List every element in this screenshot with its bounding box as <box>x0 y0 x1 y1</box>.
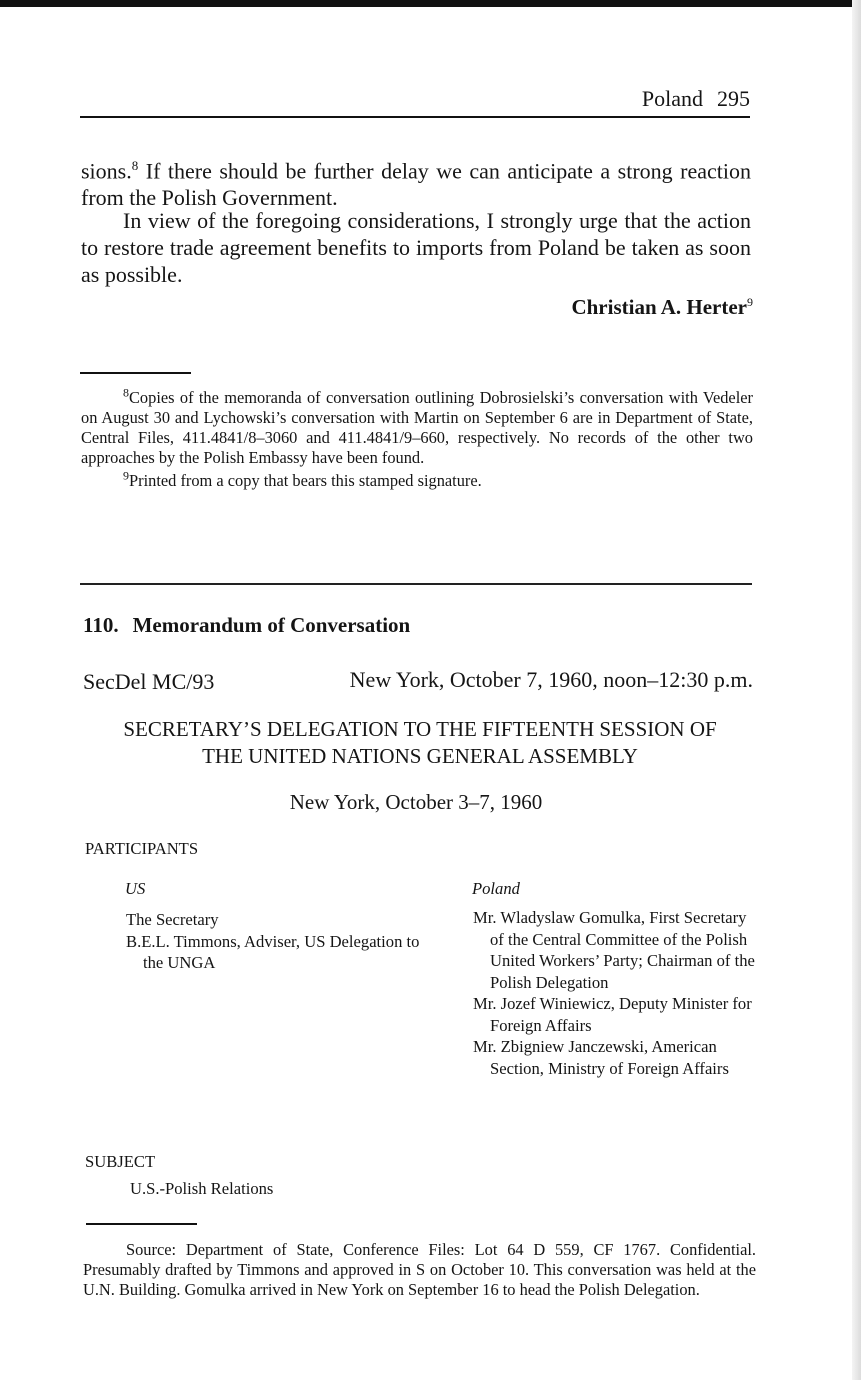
footnote-ref-8: 8 <box>131 158 139 173</box>
participant-entry: The Secretary <box>126 910 219 929</box>
page-number: 295 <box>717 86 750 111</box>
participant-entry: Mr. Zbigniew Janczewski, American Section, Ministry of Foreign Affairs <box>473 1037 729 1078</box>
poland-participants <box>473 907 763 1079</box>
document-number: 110. <box>83 613 119 637</box>
footnote-8-mark: 8 <box>123 385 129 400</box>
para1-start: sions. <box>81 158 132 184</box>
footnote-8-text: Copies of the memoranda of conversation outlining Dobrosielski’s conversation with Vedeler on August 30 and Lychowski’s conversation with Martin on September 6 are in Department of State, Central Files, 411.4841/8–3060 and 411.4841/9–660, respectively. No records of the other two approaches by the Polish Embassy have been found. <box>81 388 753 467</box>
running-head <box>80 86 750 112</box>
footnote-9 <box>123 468 753 491</box>
signature-name: Christian A. Herter <box>571 295 747 319</box>
subject-text: U.S.-Polish Relations <box>130 1179 274 1198</box>
source-rule <box>86 1223 197 1225</box>
participant-entry: Mr. Wladyslaw Gomulka, First Secretary of the Central Committee of the Polish United Workers’ Party; Chairman of the Polish Delegation <box>473 908 755 992</box>
participant-entry: B.E.L. Timmons, Adviser, US Delegation to the UNGA <box>126 931 420 972</box>
source-note: Source: Department of State, Conference Files: Lot 64 D 559, CF 1767. Confidential. Presumably drafted by Timmons and approved in S on October 10. This conversation was held at the U.N. Building. Gomulka arrived in New York on September 16 to head the Polish Delegation. <box>83 1240 756 1299</box>
subject-label: SUBJECT <box>85 1152 156 1171</box>
session-dates: New York, October 3–7, 1960 <box>289 790 543 814</box>
para1-rest: If there should be further delay we can anticipate a strong reaction from the Polish Government. <box>81 158 751 211</box>
participant-entry: Mr. Jozef Winiewicz, Deputy Minister for Foreign Affairs <box>473 994 752 1035</box>
dateline: New York, October 7, 1960, noon–12:30 p.m. <box>349 667 753 692</box>
delegation-line-1: SECRETARY’S DELEGATION TO THE FIFTEENTH SESSION OF <box>123 717 717 741</box>
footnote-ref-9: 9 <box>747 295 753 309</box>
us-heading: US <box>125 879 146 898</box>
scan-top-border <box>0 0 861 7</box>
document-reference: SecDel MC/93 <box>83 669 215 694</box>
running-head-section: Poland <box>641 86 703 111</box>
document-heading <box>83 613 410 638</box>
body-paragraph-1 <box>81 152 751 211</box>
delegation-heading <box>90 716 750 770</box>
header-rule <box>80 116 750 118</box>
section-rule <box>80 583 752 585</box>
participants-label: PARTICIPANTS <box>85 839 199 858</box>
footnote-8 <box>81 385 753 468</box>
us-participants <box>126 909 426 974</box>
delegation-line-2: THE UNITED NATIONS GENERAL ASSEMBLY <box>202 744 638 768</box>
scan-right-edge <box>852 0 861 1380</box>
document-title: Memorandum of Conversation <box>132 613 411 637</box>
footnote-9-mark: 9 <box>123 468 129 483</box>
footnote-9-text: Printed from a copy that bears this stamped signature. <box>129 471 482 490</box>
footnote-rule <box>80 372 191 374</box>
poland-heading: Poland <box>472 879 520 898</box>
body-paragraph-2: In view of the foregoing considerations, I strongly urge that the action to restore trade agreement benefits to imports from Poland be taken as soon as possible. <box>81 208 751 287</box>
signature <box>81 295 753 320</box>
